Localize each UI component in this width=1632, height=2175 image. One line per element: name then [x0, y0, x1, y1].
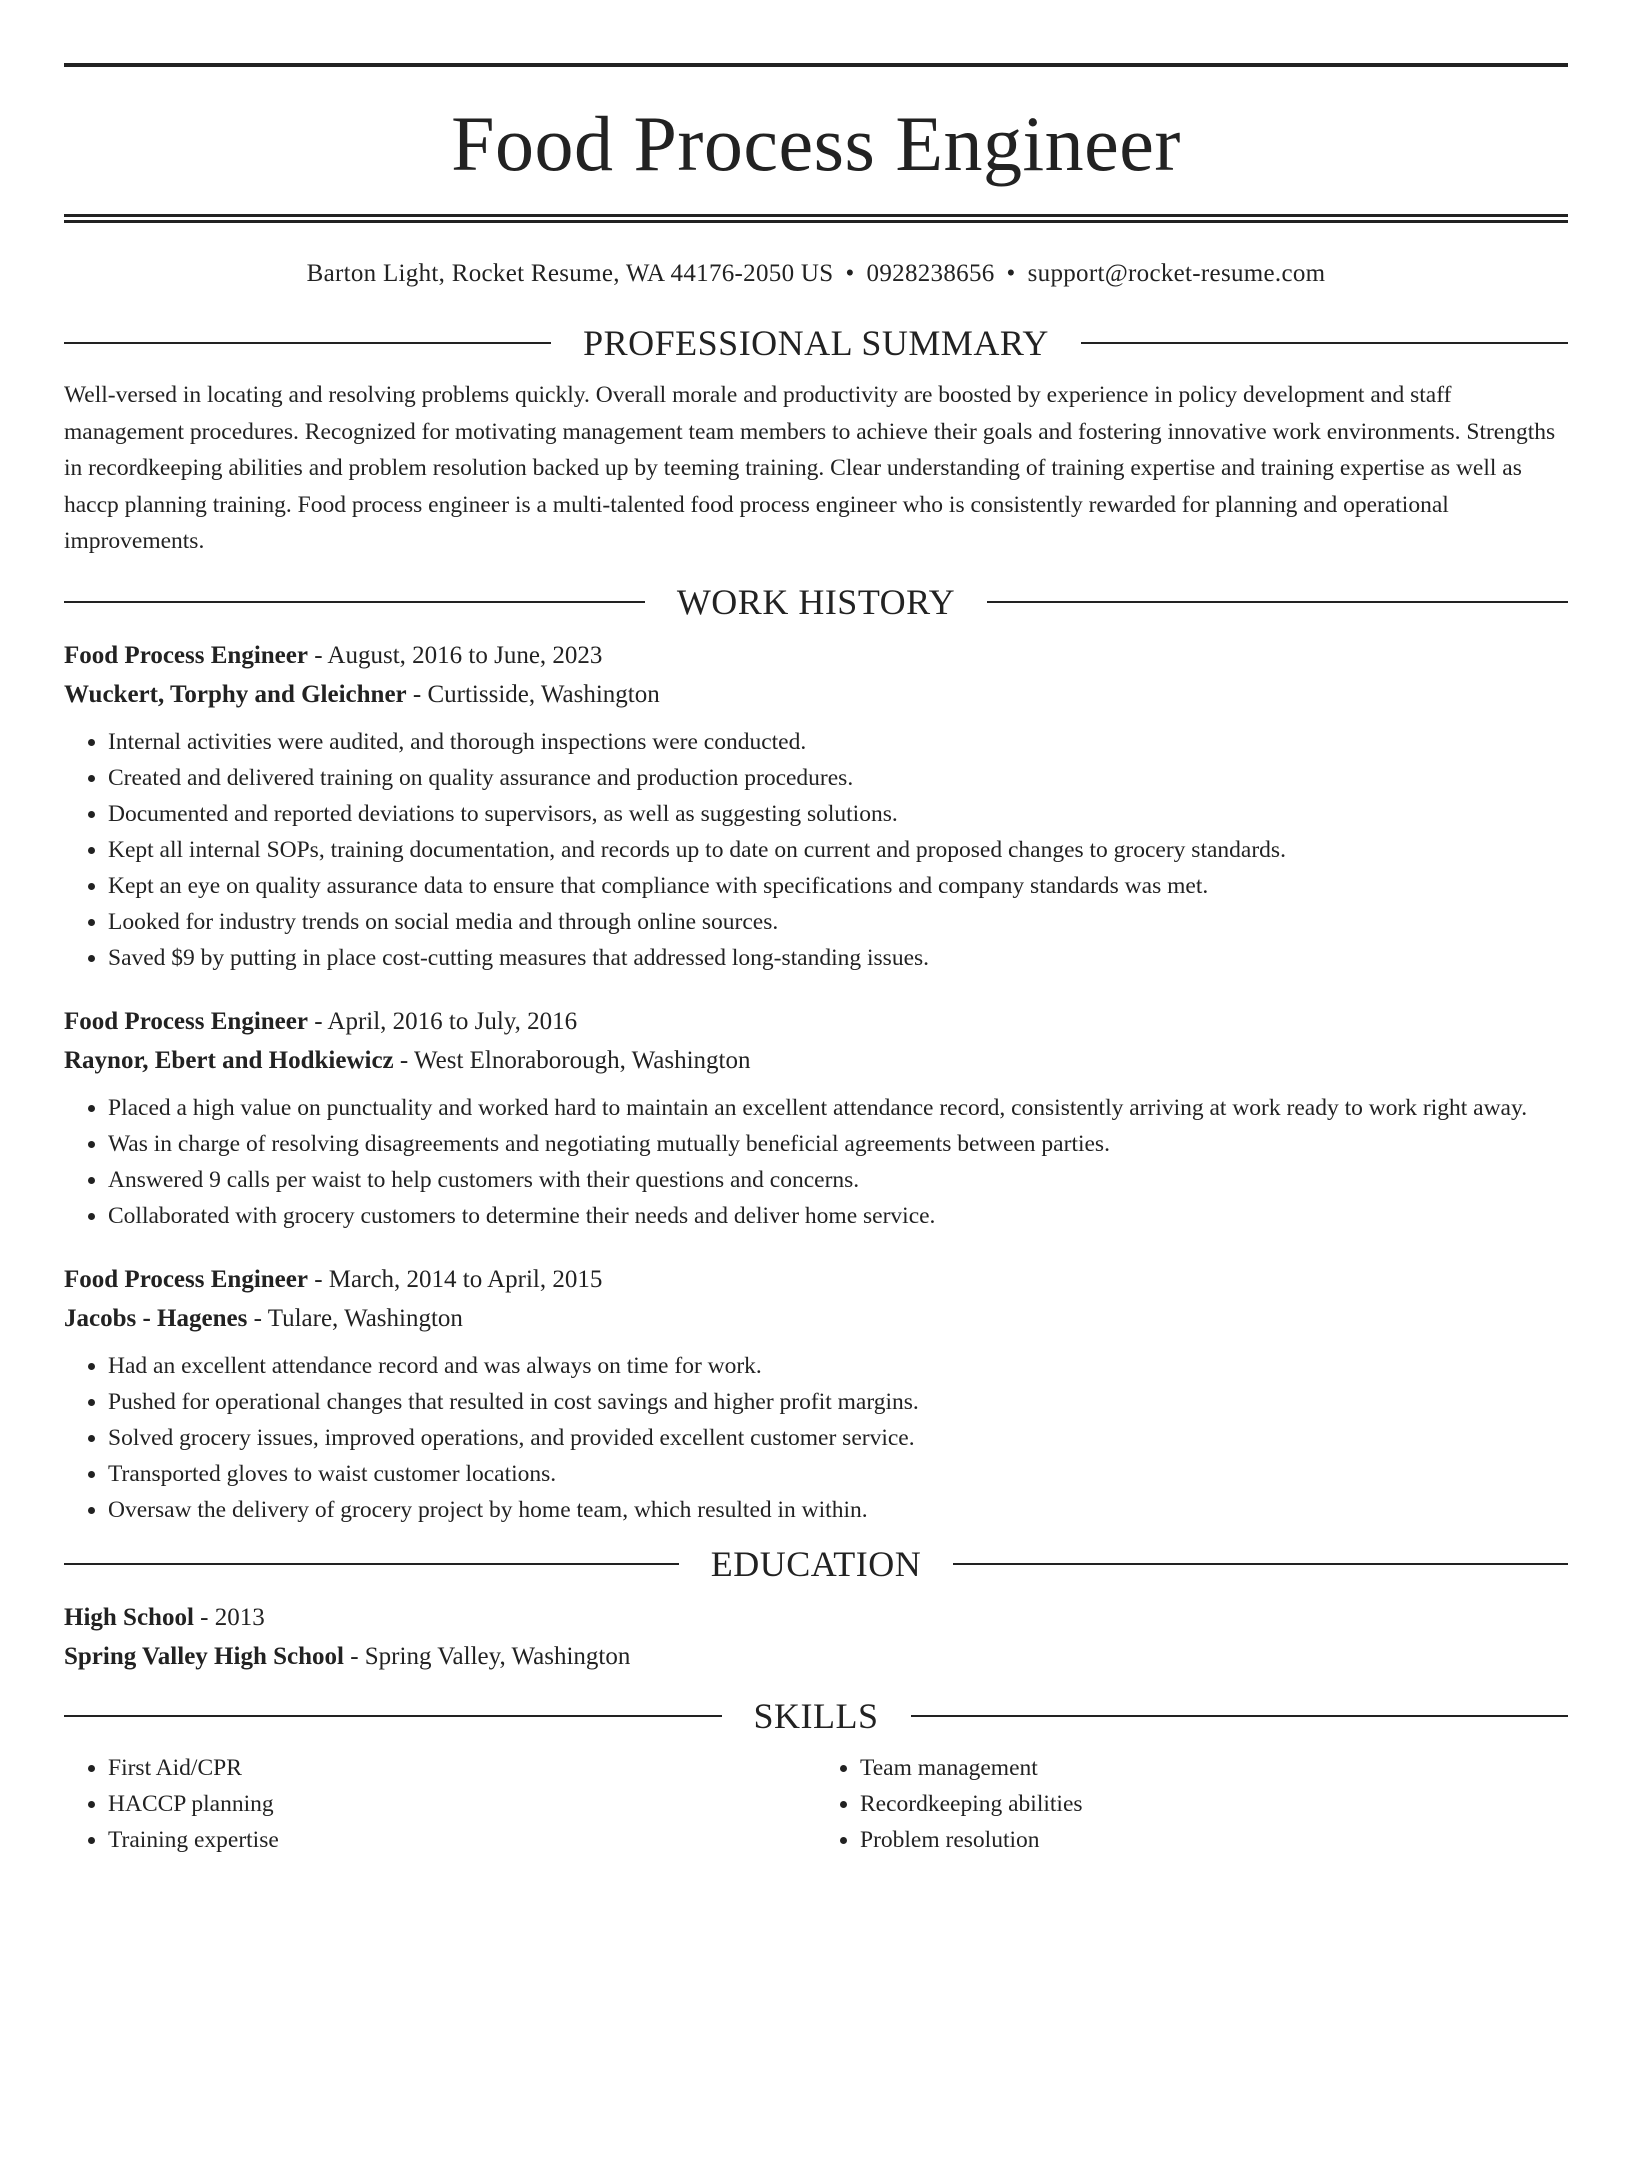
skills-column-right — [816, 1750, 1568, 1858]
job-dates: - April, 2016 to July, 2016 — [307, 1007, 578, 1035]
contact-phone: 0928238656 — [866, 260, 995, 287]
skill-item: • Problem resolution — [860, 1822, 1568, 1858]
job-title: Food Process Engineer — [64, 1265, 308, 1293]
list-item: • Kept an eye on quality assurance data to ensure that compliance with specifications and company standards was met. — [108, 868, 1568, 904]
job-entry — [64, 1002, 1568, 1234]
job-title: Food Process Engineer — [64, 1007, 308, 1035]
list-item: • Saved $9 by putting in place cost-cutting measures that addressed long-standing issues. — [108, 940, 1568, 976]
job-company: Wuckert, Torphy and Gleichner — [64, 680, 407, 708]
section-heading-label: EDUCATION — [710, 1543, 922, 1584]
education-location: - Spring Valley, Washington — [343, 1642, 631, 1670]
contact-address: Barton Light, Rocket Resume, WA 44176-2050 US — [306, 260, 834, 287]
job-title-line — [64, 636, 1568, 675]
job-title: Food Process Engineer — [64, 641, 308, 669]
job-title-line — [64, 1260, 1568, 1299]
list-item: • Placed a high value on punctuality and worked hard to maintain an excellent attendance record, consistently arriving at work ready to work right away. — [108, 1090, 1568, 1126]
list-item: • Collaborated with grocery customers to determine their needs and deliver home service. — [108, 1198, 1568, 1234]
list-item: • Transported gloves to waist customer locations. — [108, 1456, 1568, 1492]
list-item: • Internal activities were audited, and thorough inspections were conducted. — [108, 724, 1568, 760]
job-location: - Tulare, Washington — [247, 1304, 463, 1332]
resume-page — [0, 63, 1632, 2175]
list-item: • Kept all internal SOPs, training documentation, and records up to date on current and proposed changes to grocery standards. — [108, 832, 1568, 868]
job-dates: - August, 2016 to June, 2023 — [307, 641, 603, 669]
heading-rule — [1081, 342, 1568, 344]
job-bullets — [64, 1090, 1568, 1234]
job-dates: - March, 2014 to April, 2015 — [307, 1265, 603, 1293]
job-bullets — [64, 1348, 1568, 1528]
heading-rule — [64, 601, 645, 603]
education-degree: High School — [64, 1603, 194, 1631]
list-item: • Solved grocery issues, improved operations, and provided excellent customer service. — [108, 1420, 1568, 1456]
skill-item: • HACCP planning — [108, 1786, 816, 1822]
top-rule — [64, 63, 1568, 67]
skill-item: • Team management — [860, 1750, 1568, 1786]
job-company-line — [64, 1299, 1568, 1338]
section-heading-label: PROFESSIONAL SUMMARY — [583, 323, 1049, 363]
job-entry — [64, 636, 1568, 976]
job-title-line — [64, 1002, 1568, 1041]
heading-rule — [987, 601, 1568, 603]
list-item: • Looked for industry trends on social media and through online sources. — [108, 904, 1568, 940]
title-double-rule — [64, 214, 1568, 223]
heading-rule — [953, 1563, 1568, 1565]
job-entry — [64, 1260, 1568, 1528]
heading-rule — [64, 342, 551, 344]
contact-separator: • — [1006, 260, 1016, 287]
education-year: - 2013 — [193, 1603, 265, 1631]
skill-item: • Training expertise — [108, 1822, 816, 1858]
job-company-line — [64, 675, 1568, 714]
section-heading-summary — [64, 325, 1568, 361]
job-company: Raynor, Ebert and Hodkiewicz — [64, 1046, 394, 1074]
heading-rule — [64, 1563, 679, 1565]
education-school-line — [64, 1637, 1568, 1676]
list-item: • Was in charge of resolving disagreements and negotiating mutually beneficial agreements between parties. — [108, 1126, 1568, 1162]
education-degree-line — [64, 1598, 1568, 1637]
section-heading-label: SKILLS — [753, 1695, 879, 1736]
summary-text: Well-versed in locating and resolving problems quickly. Overall morale and productivity are boosted by experience in policy development and staff management procedures. Recognized for motivating management team members to achieve their goals and fostering innovative work environments. Strengths in recordkeeping abilities and problem resolution backed up by teeming training. Clear understanding of training expertise and training expertise as well as haccp planning training. Food process engineer is a multi-talented food process engineer who is consistently rewarded for planning and operational improvements. — [64, 382, 1556, 554]
job-location: - Curtisside, Washington — [406, 680, 660, 708]
job-company-line — [64, 1041, 1568, 1080]
list-item: • Oversaw the delivery of grocery project by home team, which resulted in within. — [108, 1492, 1568, 1528]
skill-item: • First Aid/CPR — [108, 1750, 816, 1786]
section-heading-work — [64, 581, 1568, 622]
list-item: • Pushed for operational changes that resulted in cost savings and higher profit margins. — [108, 1384, 1568, 1420]
job-company: Jacobs - Hagenes — [64, 1304, 248, 1332]
job-location: - West Elnoraborough, Washington — [393, 1046, 751, 1074]
contact-email: support@rocket-resume.com — [1027, 260, 1326, 287]
skills-column-left — [64, 1750, 816, 1858]
contact-line — [64, 259, 1568, 289]
list-item: • Answered 9 calls per waist to help customers with their questions and concerns. — [108, 1162, 1568, 1198]
resume-title: Food Process Engineer — [451, 100, 1181, 187]
section-heading-skills — [64, 1695, 1568, 1736]
education-school: Spring Valley High School — [64, 1642, 344, 1670]
section-heading-education — [64, 1543, 1568, 1584]
list-item: • Documented and reported deviations to supervisors, as well as suggesting solutions. — [108, 796, 1568, 832]
skill-item: • Recordkeeping abilities — [860, 1786, 1568, 1822]
section-heading-label: WORK HISTORY — [676, 581, 956, 622]
list-item: • Had an excellent attendance record and was always on time for work. — [108, 1348, 1568, 1384]
skills-grid — [64, 1750, 1568, 1858]
contact-separator: • — [845, 260, 855, 287]
job-bullets — [64, 724, 1568, 976]
heading-rule — [64, 1715, 722, 1717]
list-item: • Created and delivered training on quality assurance and production procedures. — [108, 760, 1568, 796]
heading-rule — [911, 1715, 1569, 1717]
